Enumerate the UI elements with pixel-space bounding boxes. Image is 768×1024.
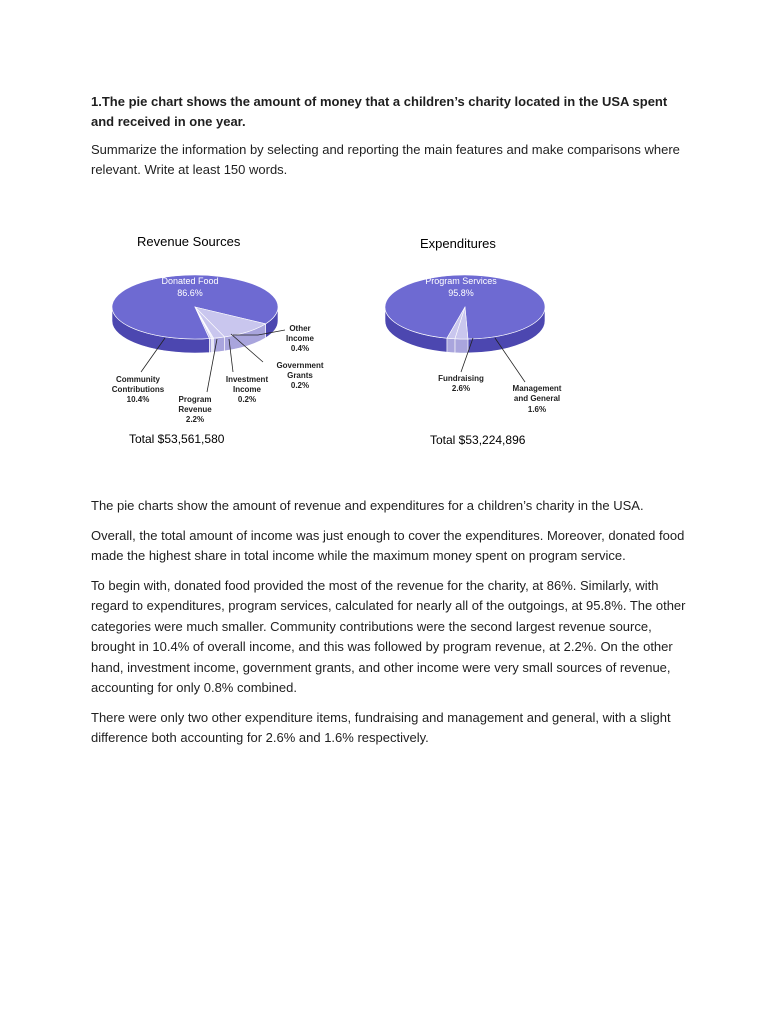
community-contributions-l2: Contributions: [111, 385, 165, 394]
fundraising-label: Fundraising: [438, 374, 484, 383]
other-income-l1: Other: [289, 324, 311, 333]
investment-income-l1: Investment: [225, 375, 269, 384]
government-grants-pct: 0.2%: [290, 381, 310, 390]
management-general-l2: and General: [513, 394, 561, 403]
community-contributions-l1: Community: [116, 375, 160, 384]
fundraising-pct: 2.6%: [451, 384, 471, 393]
essay-paragraph-2: Overall, the total amount of income was just enough to cover the expenditures. Moreover, donated food made the highest share in total income while the maximum money spent on program service.: [91, 527, 685, 563]
government-grants-l1: Government: [276, 361, 324, 370]
expenditures-total: Total $53,224,896: [430, 433, 526, 447]
program-services-pct: 95.8%: [448, 288, 474, 298]
program-revenue-l2: Revenue: [178, 405, 212, 414]
task-title: 1.The pie chart shows the amount of money that a children’s charity located in the USA spent and received in one year.: [91, 94, 668, 129]
donated-food-pct: 86.6%: [177, 288, 203, 298]
other-income-slice-side: [209, 338, 211, 352]
fundraising-slice-side: [455, 339, 468, 353]
program-revenue-l1: Program: [178, 395, 212, 404]
investment-income-pct: 0.2%: [237, 395, 257, 404]
revenue-chart-title: Revenue Sources: [137, 234, 241, 249]
essay-paragraph-1: The pie charts show the amount of revenue and expenditures for a children’s charity in the USA.: [91, 498, 644, 513]
expenditures-chart: [385, 236, 562, 447]
management-general-pct: 1.6%: [527, 405, 547, 414]
investment-income-l2: Income: [232, 385, 262, 394]
other-income-pct: 0.4%: [290, 344, 310, 353]
expenditures-slice-labels: [438, 374, 562, 414]
program-services-label: Program Services: [425, 276, 497, 286]
management-and-general-slice-side: [447, 338, 455, 353]
government-grants-l2: Grants: [287, 371, 313, 380]
pie-charts-figure: [95, 222, 595, 462]
essay-paragraph-4: There were only two other expenditure items, fundraising and management and general, with a slight difference both accounting for 2.6% and 1.6% respectively.: [91, 709, 671, 745]
pie-charts-svg: [95, 222, 595, 462]
donated-food-label: Donated Food: [161, 276, 219, 286]
revenue-pie: [112, 275, 278, 353]
essay-paragraph-3: To begin with, donated food provided the most of the revenue for the charity, at 86%. Similarly, with regard to expenditures, program services, calculated for nearly all of the outgoings, at 95.8%. The other categories were much smaller. Community contributions were the second largest revenue source, brought in 10.4% of overall income, and this was followed by program revenue, at 2.2%. On the other hand, investment income, government grants, and other income were very small sources of revenue, accounting for only 0.8% combined.: [91, 577, 686, 695]
revenue-chart: [112, 234, 324, 446]
revenue-total: Total $53,561,580: [129, 432, 225, 446]
management-general-l1: Management: [512, 384, 562, 393]
other-income-l2: Income: [285, 334, 315, 343]
task-instruction: Summarize the information by selecting and reporting the main features and make comparisons where relevant. Write at least 150 words.: [91, 142, 680, 177]
program-revenue-pct: 2.2%: [185, 415, 205, 424]
expenditures-pie: [385, 275, 545, 353]
essay: [91, 496, 691, 758]
community-contributions-pct: 10.4%: [126, 395, 150, 404]
expenditures-chart-title: Expenditures: [420, 236, 496, 251]
